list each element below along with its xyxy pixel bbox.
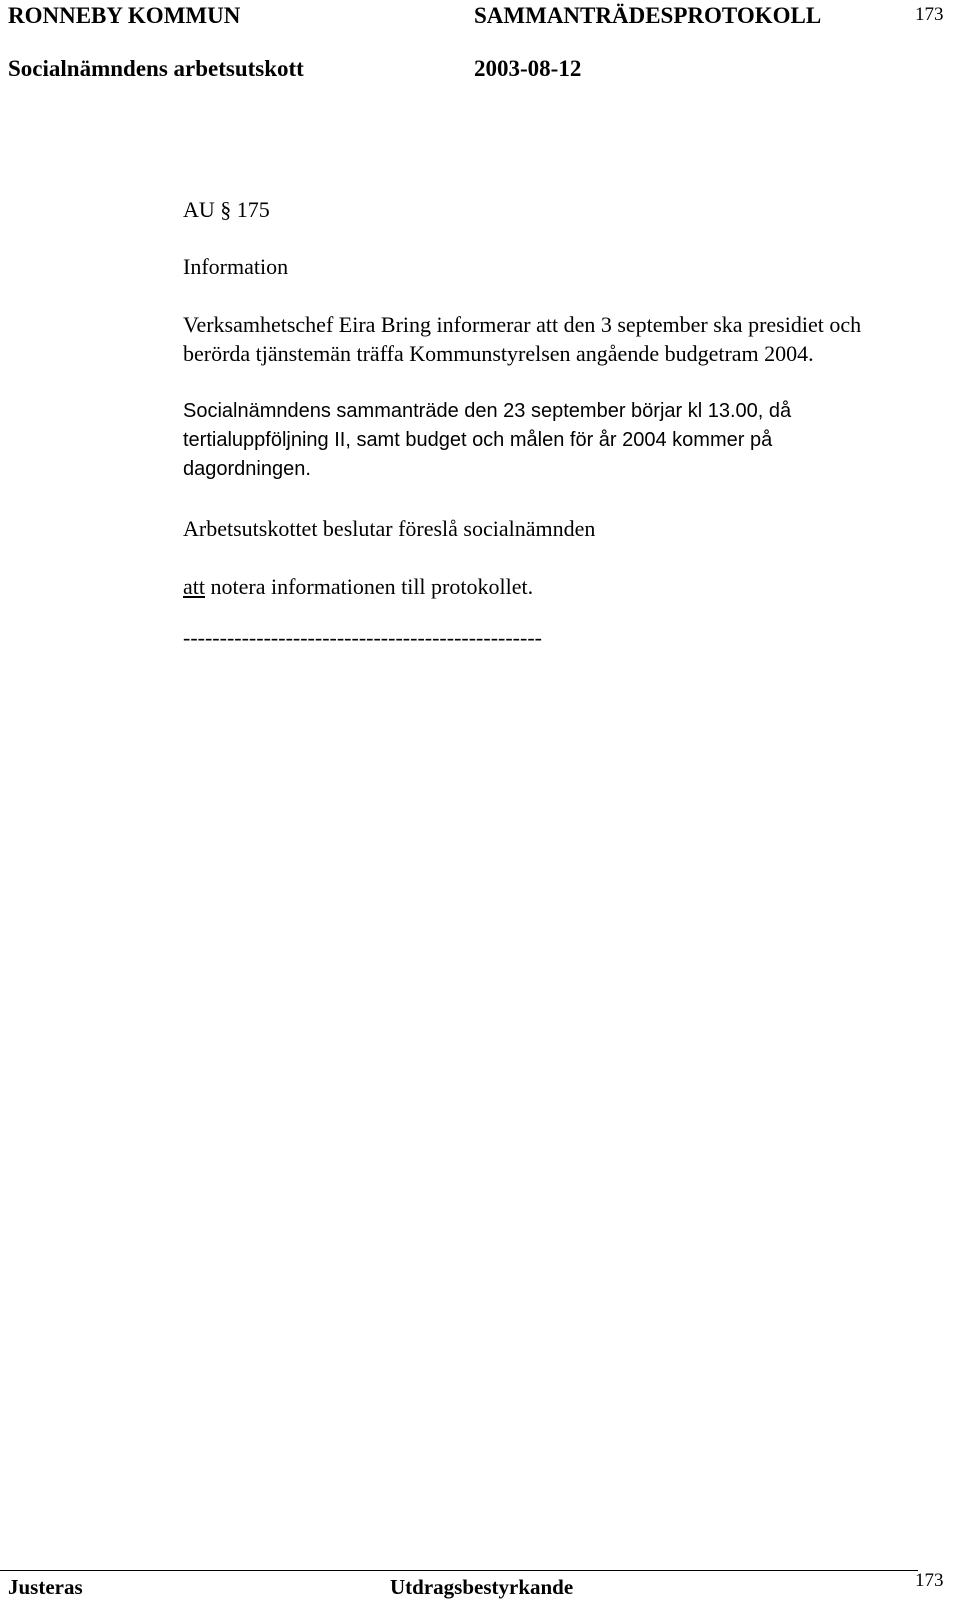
footer-utdragsbestyrkande: Utdragsbestyrkande [390, 1575, 574, 1599]
information-paragraph: Verksamhetschef Eira Bring informerar att den 3 september ska presidiet och berörda tjänstemän träffa Kommunstyrelsen angående budgetram 2004. [183, 312, 862, 366]
paragraph-reference: AU § 175 [183, 197, 270, 222]
decision-text: notera informationen till protokollet. [205, 574, 534, 599]
att-keyword: att [183, 574, 205, 599]
committee-name: Socialnämndens arbetsutskott [8, 56, 304, 81]
document-type: SAMMANTRÄDESPROTOKOLL [474, 3, 822, 28]
meeting-date: 2003-08-12 [474, 56, 582, 81]
meeting-info-line-2: tertialuppföljning II, samt budget och målen för år 2004 kommer på [183, 429, 773, 451]
organization-name: RONNEBY KOMMUN [8, 3, 241, 28]
decision-statement [183, 572, 533, 601]
footer-rule [0, 1570, 918, 1571]
meeting-info-line-1: Socialnämndens sammanträde den 23 september börjar kl 13.00, då [183, 400, 792, 422]
footer-page-number: 173 [915, 1570, 944, 1591]
meeting-info-line-3: dagordningen. [183, 458, 311, 480]
separator-dashes: ------------------------------------------------- [183, 625, 542, 650]
decision-intro: Arbetsutskottet beslutar föreslå socialnämnden [183, 516, 596, 541]
section-title: Information [183, 254, 289, 279]
page-number: 173 [915, 4, 944, 25]
footer-justeras: Justeras [8, 1575, 83, 1599]
